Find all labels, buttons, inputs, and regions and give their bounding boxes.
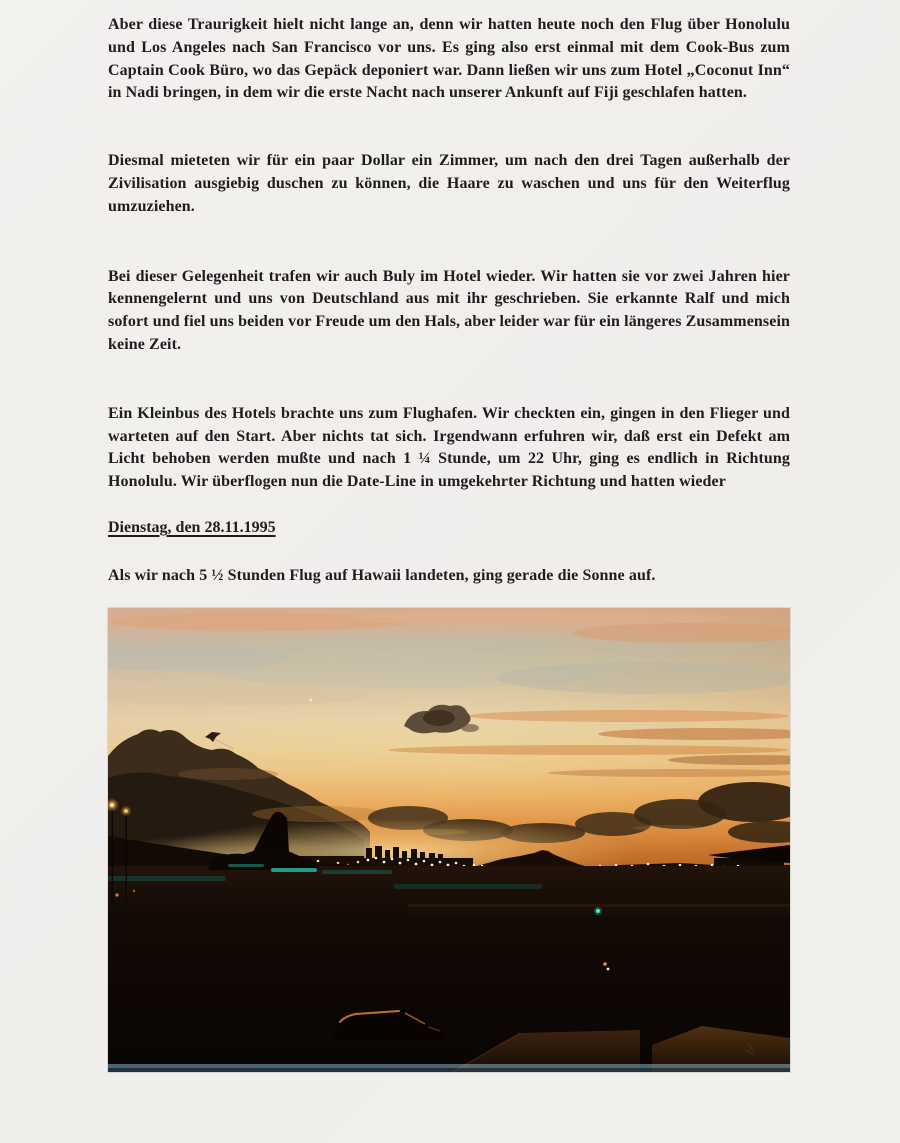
photo-border-artifact	[108, 1064, 790, 1072]
paragraph-3: Bei dieser Gelegenheit trafen wir auch Buly im Hotel wieder. Wir hatten sie vor zwei Jahren hier kennengelernt und uns von Deutschland aus mit ihr geschrieben. Sie erkannte Ralf und mich sofort und fiel uns beiden vor Freude um den Hals, aber leider war für ein längeres Zusammensein keine Zeit.	[108, 267, 790, 353]
paragraph-2: Diesmal mieteten wir für ein paar Dollar ein Zimmer, um nach den drei Tagen außerhalb der Zivilisation ausgiebig duschen zu können, die Haare zu waschen und uns für den Weiterflug umzuziehen.	[108, 152, 790, 215]
page-content	[108, 14, 790, 1072]
sunset-photo	[108, 608, 790, 1072]
paragraph-5: Als wir nach 5 ½ Stunden Flug auf Hawaii landeten, ging gerade die Sonne auf.	[108, 566, 656, 584]
paragraph-1: Aber diese Traurigkeit hielt nicht lange an, denn wir hatten heute noch den Flug über Honolulu und Los Angeles nach San Francisco vor uns. Es ging also erst einmal mit dem Cook-Bus zum Captain Cook Büro, wo das Gepäck deponiert war. Dann ließen wir uns zum Hotel „Coconut Inn“ in Nadi bringen, in dem wir die erste Nacht nach unserer Ankunft auf Fiji geschlafen hatten.	[108, 16, 790, 102]
date-heading: Dienstag, den 28.11.1995	[108, 518, 276, 536]
paragraph-4: Ein Kleinbus des Hotels brachte uns zum Flughafen. Wir checkten ein, gingen in den Flieger und warteten auf den Start. Aber nichts tat sich. Irgendwann erfuhren wir, daß erst ein Defekt am Licht behoben werden mußte und nach 1 ¼ Stunde, um 22 Uhr, ging es endlich in Richtung Honolulu. Wir überflogen nun die Date-Line in umgekehrter Richtung und hatten wieder	[108, 404, 790, 491]
sunset-photo-illustration	[108, 608, 790, 1072]
